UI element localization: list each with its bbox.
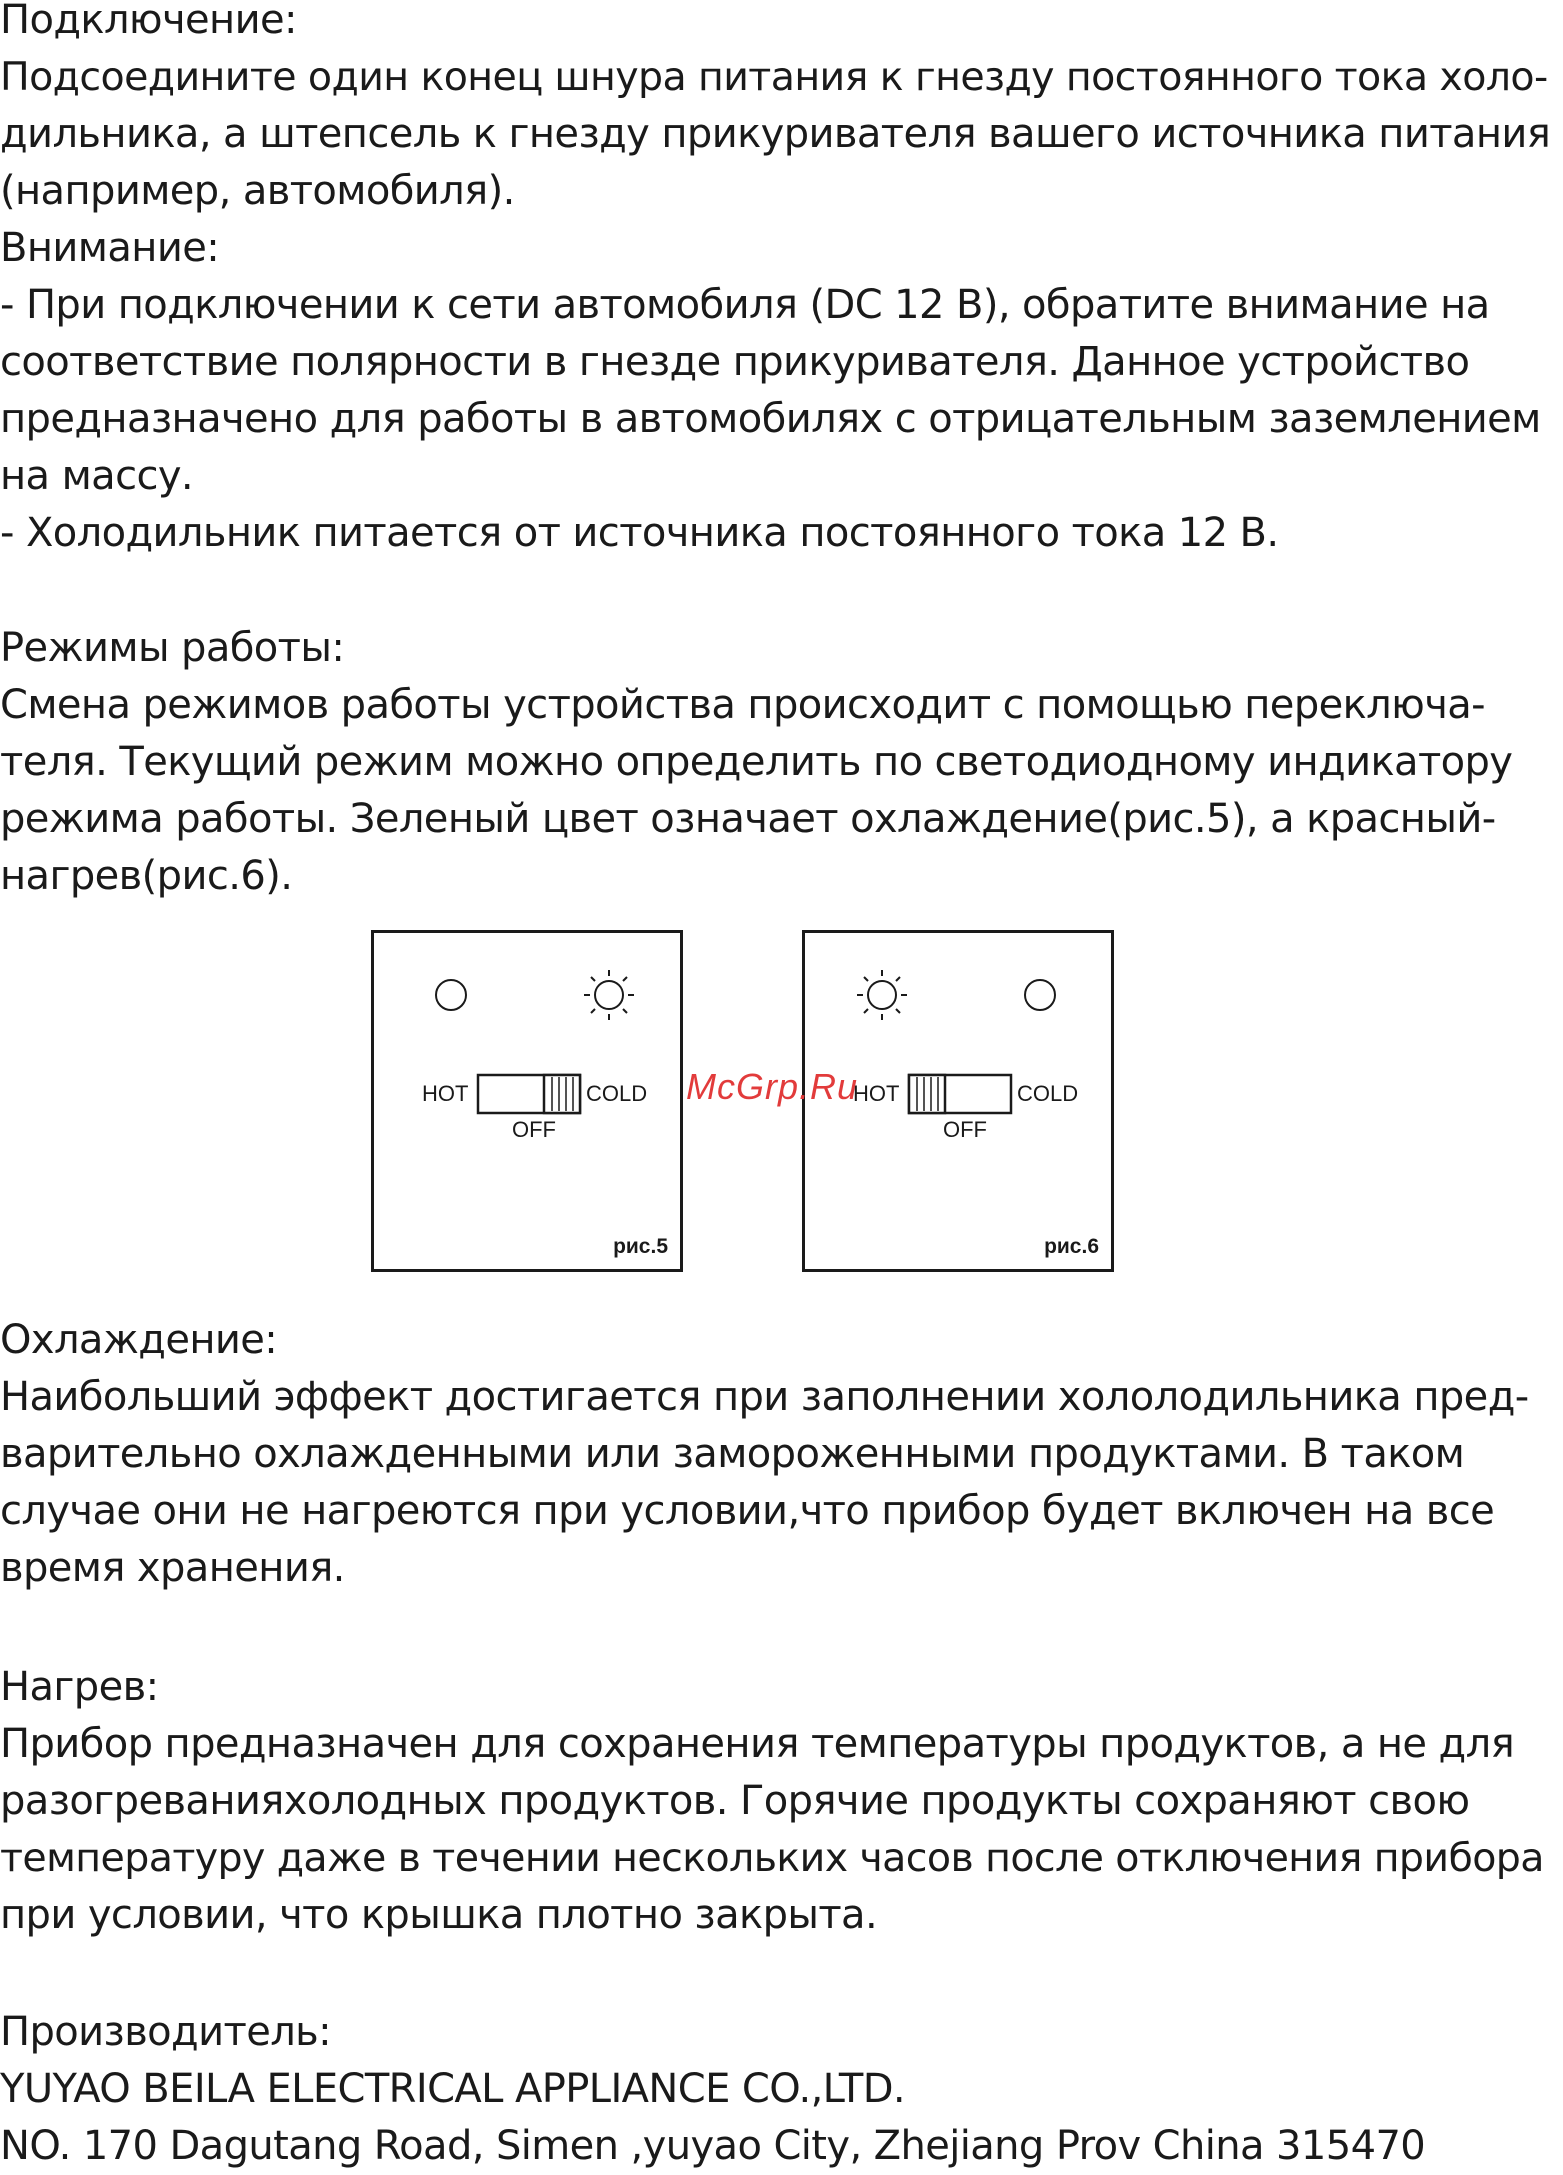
- paragraph-line: теля. Текущий режим можно определить по светодиодному индикатору: [0, 739, 1513, 785]
- paragraph-line: Наибольший эффект достигается при заполнении хололодильника пред-: [0, 1374, 1529, 1420]
- paragraph-line: соответствие полярности в гнезде прикуривателя. Данное устройство: [0, 339, 1470, 385]
- mode-switch-icon: [478, 1075, 580, 1113]
- paragraph-line: - Холодильник питается от источника постоянного тока 12 В.: [0, 510, 1279, 556]
- paragraph-line: режима работы. Зеленый цвет означает охлаждение(рис.5), а красный-: [0, 796, 1496, 842]
- heading-modes: Режимы работы:: [0, 625, 345, 671]
- switch-hot-label: HOT: [422, 1081, 469, 1106]
- heading-attention: Внимание:: [0, 225, 220, 271]
- paragraph-line: предназначено для работы в автомобилях с отрицательным заземлением: [0, 396, 1541, 442]
- paragraph-line: - При подключении к сети автомобиля (DC 12 В), обратите внимание на: [0, 282, 1490, 328]
- figure-caption: рис.5: [613, 1235, 668, 1258]
- paragraph-line: Смена режимов работы устройства происходит с помощью переключа-: [0, 682, 1485, 728]
- paragraph-line: Прибор предназначен для сохранения температуры продуктов, а не для: [0, 1721, 1515, 1767]
- indicator-off-icon: [436, 980, 466, 1010]
- paragraph-line: время хранения.: [0, 1545, 345, 1591]
- switch-hot-label: HOT: [853, 1081, 900, 1106]
- switch-cold-label: COLD: [586, 1081, 648, 1106]
- paragraph-line: Подсоедините один конец шнура питания к гнезду постоянного тока холо-: [0, 54, 1548, 100]
- paragraph-line: температуру даже в течении нескольких часов после отключения прибора: [0, 1835, 1544, 1881]
- paragraph-line: (например, автомобиля).: [0, 168, 515, 214]
- figure-caption: рис.6: [1044, 1235, 1099, 1258]
- paragraph-line: варительно охлажденными или замороженными продуктами. В таком: [0, 1431, 1465, 1477]
- indicator-lit-icon: [857, 970, 907, 1020]
- heading-connection: Подключение:: [0, 0, 297, 43]
- figure-5-panel: [371, 930, 683, 1272]
- manufacturer-name: YUYAO BEILA ELECTRICAL APPLIANCE CO.,LTD.: [0, 2066, 906, 2112]
- paragraph-line: случае они не нагреются при условии,что прибор будет включен на все: [0, 1488, 1495, 1534]
- switch-cold-label: COLD: [1017, 1081, 1079, 1106]
- watermark-text: McGrp.Ru: [686, 1066, 859, 1107]
- indicator-off-icon: [1025, 980, 1055, 1010]
- paragraph-line: нагрев(рис.6).: [0, 853, 293, 899]
- paragraph-line: разогреванияхолодных продуктов. Горячие продукты сохраняют свою: [0, 1778, 1470, 1824]
- paragraph-line: при условии, что крышка плотно закрыта.: [0, 1892, 878, 1938]
- mode-switch-icon: [909, 1075, 1011, 1113]
- paragraph-line: дильника, а штепсель к гнезду прикуривателя вашего источника питания: [0, 111, 1551, 157]
- manufacturer-address: NO. 170 Dagutang Road, Simen ,yuyao City, Zhejiang Prov China 315470: [0, 2123, 1426, 2169]
- switch-off-label: OFF: [512, 1117, 556, 1142]
- switch-off-label: OFF: [943, 1117, 987, 1142]
- heading-cooling: Охлаждение:: [0, 1317, 278, 1363]
- indicator-lit-icon: [584, 970, 634, 1020]
- paragraph-line: на массу.: [0, 453, 194, 499]
- heading-heating: Нагрев:: [0, 1664, 159, 1710]
- heading-manufacturer: Производитель:: [0, 2009, 332, 2055]
